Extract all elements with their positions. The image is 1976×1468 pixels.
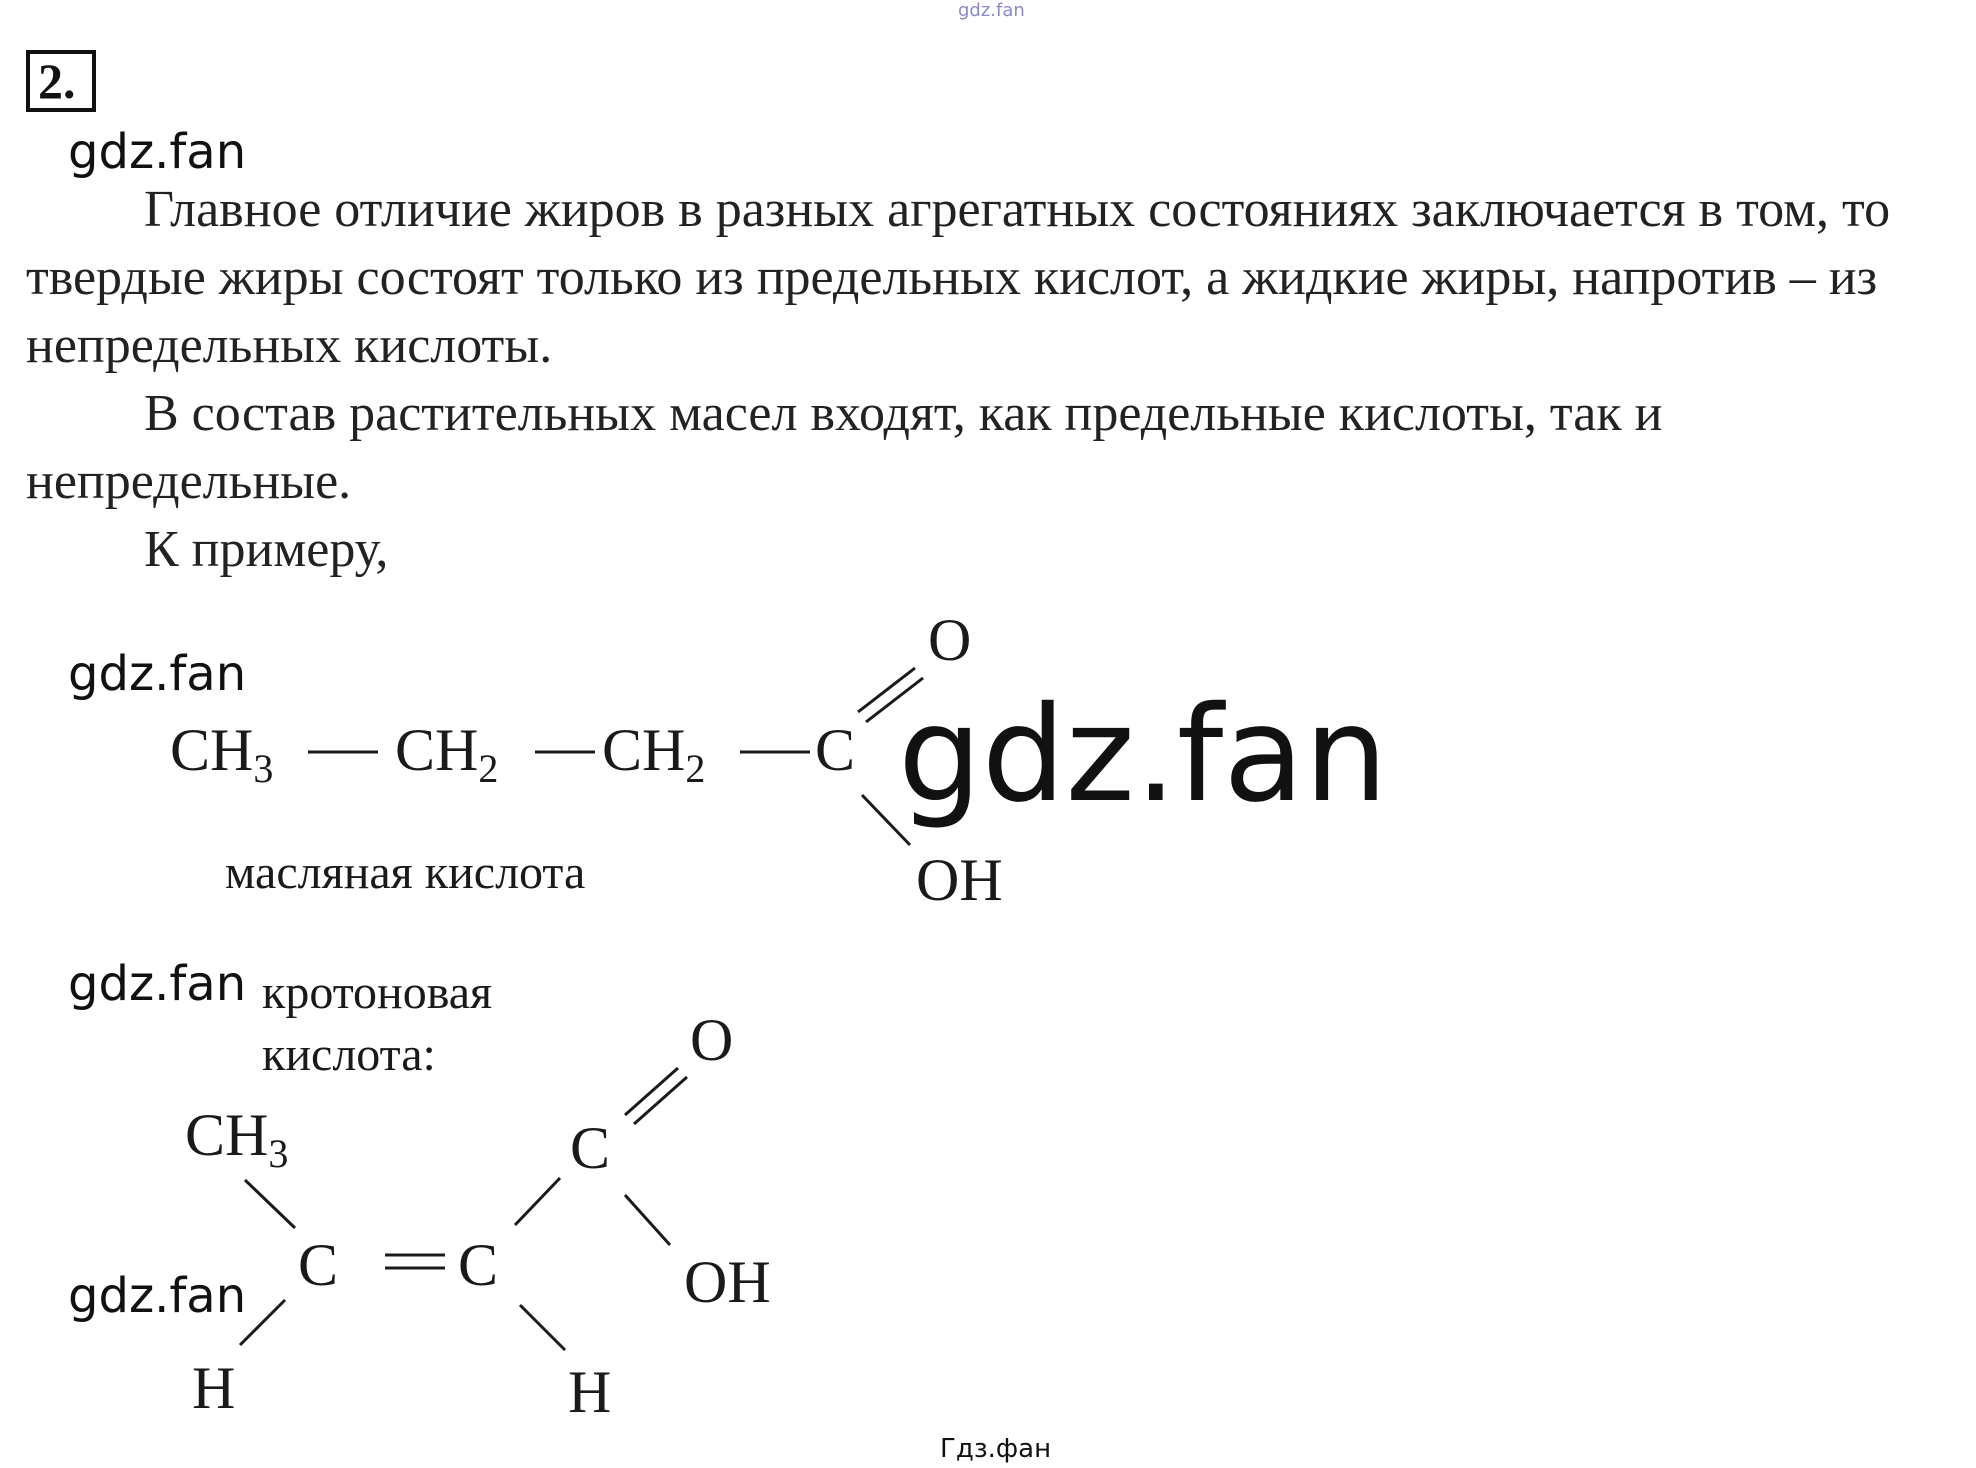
crotonic-c-right: C — [458, 1232, 499, 1298]
crotonic-h-left: H — [192, 1355, 236, 1421]
watermark-4: gdz.fan — [68, 1268, 247, 1324]
crotonic-bond-h-left — [240, 1300, 285, 1345]
crotonic-bond-c-c — [515, 1178, 560, 1225]
butyric-ch2-a: $CH_2$ — [395, 717, 499, 791]
crotonic-name-1: кротоновая — [262, 966, 493, 1019]
top-watermark: gdz.fan — [958, 0, 1025, 21]
task-number: 2. — [26, 50, 96, 112]
crotonic-ch3: $CH_3$ — [185, 1102, 289, 1176]
crotonic-oh: OH — [684, 1249, 771, 1315]
crotonic-h-right: H — [568, 1359, 612, 1425]
bottom-watermark: Гдз.фан — [940, 1434, 1052, 1464]
watermark-3: gdz.fan — [68, 956, 247, 1012]
crotonic-o: O — [690, 1007, 734, 1073]
paragraph-1: Главное отличие жиров в разных агрегатных состояниях заключается в том, то твердые жиры состоят только из предельных кислот, а жидкие жиры, напротив – из непредельных кислоты. — [26, 181, 1891, 374]
butyric-c: C — [815, 717, 856, 783]
paragraph-3: К примеру, — [144, 521, 389, 578]
butyric-ch3: $CH_3$ — [170, 717, 274, 791]
butyric-o: O — [928, 607, 972, 673]
crotonic-name-2: кислота: — [262, 1028, 436, 1081]
butyric-ch2-b: $CH_2$ — [602, 717, 706, 791]
crotonic-bond-ch3 — [245, 1180, 295, 1228]
watermark-1: gdz.fan — [68, 124, 247, 180]
crotonic-bond-oh — [625, 1195, 670, 1245]
big-watermark: gdz.fan — [898, 678, 1388, 832]
butyric-oh: OH — [916, 847, 1003, 913]
watermark-2: gdz.fan — [68, 646, 247, 702]
crotonic-bond-h-right — [520, 1305, 565, 1350]
crotonic-c-top: C — [570, 1115, 611, 1181]
butyric-name: масляная кислота — [225, 846, 586, 899]
crotonic-c-left: C — [298, 1232, 339, 1298]
paragraph-2: В состав растительных масел входят, как предельные кислоты, так и непредельные. — [26, 385, 1663, 510]
